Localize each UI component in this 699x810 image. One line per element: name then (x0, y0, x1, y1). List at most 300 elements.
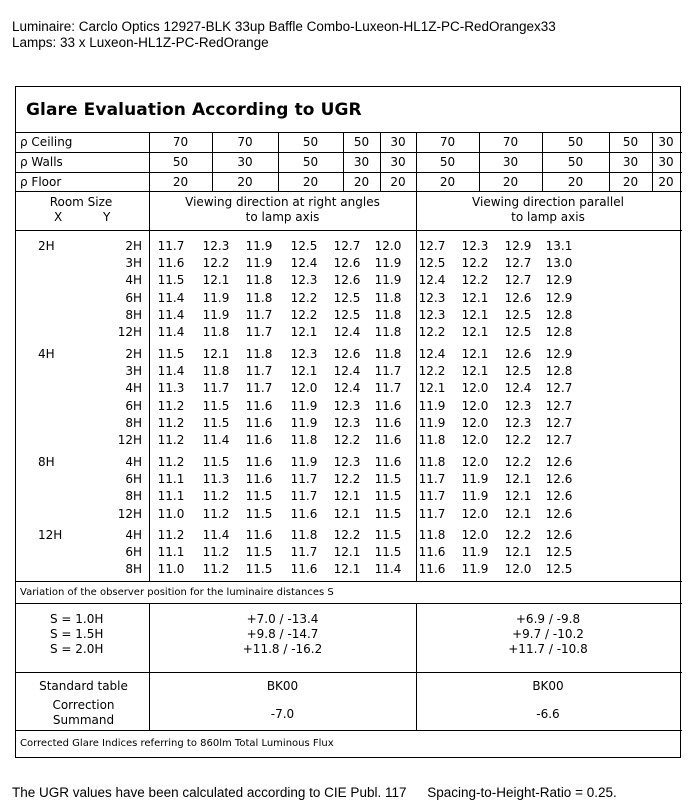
ugr-value: 12.1 (504, 506, 532, 521)
ugr-value: 11.9 (418, 398, 446, 413)
ugr-value: 11.6 (374, 455, 402, 469)
column-divider (416, 191, 417, 581)
column-divider (278, 132, 279, 191)
ugr-value: 12.5 (504, 364, 532, 379)
ugr-value: 11.8 (202, 325, 230, 339)
reflectance-value: 20 (390, 175, 406, 189)
room-y-value: 6H (125, 472, 142, 487)
reflectance-label: ρ Ceiling (20, 135, 73, 149)
reflectance-value: 50 (567, 135, 584, 149)
column-divider (149, 672, 150, 730)
ugr-value: 11.4 (157, 290, 185, 305)
ugr-value: 11.2 (202, 506, 230, 521)
ugr-value: 11.7 (374, 381, 402, 396)
ugr-value: 12.3 (418, 307, 446, 322)
variation-parallel: +9.7 / -10.2 (512, 627, 584, 641)
ugr-value: 12.5 (290, 239, 318, 253)
parallel-header-line1: Viewing direction parallel (472, 195, 624, 209)
ugr-value: 11.8 (418, 433, 446, 447)
ugr-value: 12.0 (290, 381, 318, 396)
ugr-value: 12.1 (202, 273, 230, 288)
ugr-value: 12.1 (290, 364, 318, 379)
ugr-value: 12.9 (545, 347, 573, 361)
y-axis-label: Y (103, 210, 111, 224)
reflectance-value: 50 (622, 135, 639, 149)
reflectance-value: 30 (390, 135, 406, 149)
ugr-value: 11.2 (202, 562, 230, 577)
ugr-value: 12.1 (290, 325, 318, 339)
column-divider (149, 191, 150, 581)
variation-perp: +7.0 / -13.4 (246, 612, 319, 626)
room-y-value: 12H (117, 325, 142, 339)
room-x-value: 4H (38, 347, 55, 361)
reflectance-label: ρ Floor (20, 175, 62, 189)
ugr-value: 11.8 (245, 290, 273, 305)
variation-distance: S = 1.5H (50, 627, 104, 641)
column-divider (343, 132, 344, 191)
ugr-value: 12.1 (461, 364, 489, 379)
ugr-value: 12.0 (461, 528, 489, 542)
ugr-value: 11.7 (290, 472, 318, 487)
ugr-value: 12.1 (418, 381, 446, 396)
ugr-value: 12.4 (333, 325, 361, 339)
ugr-value: 12.5 (333, 307, 361, 322)
ugr-value: 11.9 (461, 562, 489, 577)
row-divider (16, 730, 682, 731)
ugr-value: 11.9 (202, 307, 230, 322)
ugr-value: 12.1 (333, 545, 361, 560)
room-y-value: 4H (125, 455, 142, 469)
ugr-value: 11.6 (418, 545, 446, 560)
ugr-value: 12.3 (504, 415, 532, 430)
luminaire-line: Luminaire: Carclo Optics 12927-BLK 33up Baffle Combo-Luxeon-HL1Z-PC-RedOrangex33 (12, 19, 556, 34)
ugr-value: 12.5 (504, 307, 532, 322)
ugr-value: 12.4 (333, 381, 361, 396)
ugr-value: 11.6 (374, 415, 402, 430)
parallel-header-line2: to lamp axis (511, 210, 585, 224)
variation-perp: +9.8 / -14.7 (246, 627, 319, 641)
correction-perp: -7.0 (270, 707, 295, 721)
ugr-value: 11.6 (157, 256, 185, 271)
ugr-value: 11.5 (245, 506, 273, 521)
variation-distance: S = 2.0H (50, 642, 104, 656)
room-x-value: 8H (38, 455, 55, 469)
ugr-value: 12.8 (545, 307, 573, 322)
variation-parallel: +6.9 / -9.8 (515, 612, 581, 626)
row-divider (16, 581, 682, 582)
ugr-value: 12.7 (504, 256, 532, 271)
row-divider (16, 603, 682, 604)
room-y-value: 8H (125, 489, 142, 504)
ugr-value: 11.8 (290, 433, 318, 447)
ugr-value: 11.0 (157, 506, 185, 521)
ugr-value: 11.4 (202, 528, 230, 542)
ugr-value: 12.6 (504, 347, 532, 361)
room-y-value: 12H (117, 433, 142, 447)
ugr-value: 11.6 (290, 562, 318, 577)
ugr-value: 11.8 (418, 528, 446, 542)
ugr-value: 11.5 (374, 545, 402, 560)
standard-table-parallel: BK00 (532, 679, 564, 693)
ugr-value: 12.3 (290, 273, 318, 288)
ugr-value: 12.3 (461, 239, 489, 253)
reflectance-value: 20 (502, 175, 519, 189)
reflectance-value: 20 (172, 175, 189, 189)
ugr-value: 11.6 (418, 562, 446, 577)
ugr-value: 11.4 (157, 307, 185, 322)
ugr-value: 11.1 (157, 489, 185, 504)
ugr-value: 12.3 (202, 239, 230, 253)
ugr-value: 12.4 (418, 347, 446, 361)
ugr-value: 12.3 (504, 398, 532, 413)
ugr-value: 12.5 (504, 325, 532, 339)
ugr-value: 11.1 (157, 545, 185, 560)
reflectance-value: 30 (390, 155, 406, 169)
row-divider (16, 132, 682, 133)
ugr-value: 11.2 (157, 455, 185, 469)
ugr-value: 11.8 (290, 528, 318, 542)
column-divider (416, 132, 417, 191)
ugr-value: 11.3 (157, 381, 185, 396)
ugr-value: 12.2 (333, 528, 361, 542)
ugr-value: 11.4 (157, 325, 185, 339)
ugr-value: 12.6 (545, 489, 573, 504)
reflectance-value: 20 (353, 175, 370, 189)
ugr-value: 11.7 (418, 506, 446, 521)
ugr-value: 11.5 (202, 415, 230, 430)
table-title: Glare Evaluation According to UGR (26, 100, 362, 120)
row-divider (16, 172, 682, 173)
ugr-value: 11.2 (157, 528, 185, 542)
ugr-value: 11.4 (202, 433, 230, 447)
reflectance-value: 70 (439, 135, 456, 149)
ugr-value: 12.2 (461, 256, 489, 271)
ugr-value: 11.7 (290, 489, 318, 504)
room-y-value: 4H (125, 273, 142, 288)
ugr-value: 12.8 (545, 325, 573, 339)
room-y-value: 12H (117, 506, 142, 521)
ugr-value: 12.0 (461, 455, 489, 469)
ugr-value: 12.6 (504, 290, 532, 305)
room-y-value: 4H (125, 381, 142, 396)
ugr-value: 12.6 (545, 506, 573, 521)
ugr-value: 12.7 (504, 273, 532, 288)
column-divider (609, 132, 610, 191)
spacing-note: Spacing-to-Height-Ratio = 0.25. (427, 785, 617, 800)
reflectance-value: 20 (567, 175, 584, 189)
ugr-value: 11.5 (374, 528, 402, 542)
ugr-value: 11.5 (374, 506, 402, 521)
ugr-value: 12.1 (504, 545, 532, 560)
variation-label: Variation of the observer position for the luminaire distances S (20, 587, 334, 598)
row-divider (16, 191, 682, 192)
ugr-value: 11.9 (461, 489, 489, 504)
ugr-value: 11.8 (374, 290, 402, 305)
correction-label-line1: Correction (52, 698, 115, 712)
reflectance-value: 30 (353, 155, 370, 169)
row-divider (16, 152, 682, 153)
ugr-value: 11.5 (245, 545, 273, 560)
reflectance-value: 20 (658, 175, 674, 189)
ugr-value: 12.1 (461, 347, 489, 361)
ugr-value: 12.1 (333, 562, 361, 577)
ugr-value: 12.2 (504, 455, 532, 469)
variation-parallel: +11.7 / -10.8 (508, 642, 588, 656)
room-y-value: 2H (125, 347, 142, 361)
ugr-value: 11.2 (202, 545, 230, 560)
ugr-value: 11.8 (245, 347, 273, 361)
ugr-value: 11.7 (245, 325, 273, 339)
ugr-value: 11.9 (374, 256, 402, 271)
ugr-value: 12.8 (545, 364, 573, 379)
ugr-value: 11.2 (157, 433, 185, 447)
ugr-value: 12.1 (333, 506, 361, 521)
ugr-value: 12.4 (333, 364, 361, 379)
ugr-value: 11.5 (157, 347, 185, 361)
ugr-value: 12.5 (333, 290, 361, 305)
ugr-value: 11.8 (202, 364, 230, 379)
ugr-value: 12.4 (418, 273, 446, 288)
ugr-value: 11.4 (157, 364, 185, 379)
reflectance-value: 70 (502, 135, 519, 149)
ugr-value: 12.2 (504, 433, 532, 447)
ugr-value: 12.6 (333, 256, 361, 271)
ugr-value: 12.0 (461, 415, 489, 430)
ugr-value: 11.7 (418, 472, 446, 487)
ugr-value: 11.6 (245, 472, 273, 487)
ugr-value: 12.9 (545, 273, 573, 288)
room-x-value: 2H (38, 239, 55, 253)
ugr-value: 13.1 (545, 239, 573, 253)
ugr-value: 12.6 (333, 273, 361, 288)
room-y-value: 6H (125, 398, 142, 413)
ugr-value: 12.1 (461, 325, 489, 339)
variation-perp: +11.8 / -16.2 (242, 642, 323, 656)
ugr-value: 12.6 (545, 472, 573, 487)
reflectance-value: 70 (237, 135, 253, 149)
ugr-value: 11.9 (461, 472, 489, 487)
ugr-value: 12.0 (374, 239, 402, 253)
ugr-value: 11.3 (202, 472, 230, 487)
room-y-value: 8H (125, 562, 142, 577)
flux-note: Corrected Glare Indices referring to 860lm Total Luminous Flux (20, 738, 334, 749)
reflectance-value: 50 (567, 155, 584, 169)
column-divider (149, 132, 150, 191)
luminaire-header (12, 19, 556, 51)
room-y-value: 3H (125, 364, 142, 379)
perp-header-line2: to lamp axis (245, 210, 320, 224)
column-divider (652, 132, 653, 191)
ugr-value: 12.0 (504, 562, 532, 577)
ugr-value: 12.2 (504, 528, 532, 542)
ugr-value: 12.7 (545, 415, 573, 430)
reflectance-value: 50 (302, 135, 319, 149)
ugr-value: 11.2 (202, 489, 230, 504)
room-y-value: 2H (125, 239, 142, 253)
ugr-value: 11.9 (290, 415, 318, 430)
ugr-value: 12.0 (461, 381, 489, 396)
ugr-value: 12.1 (461, 307, 489, 322)
reflectance-value: 20 (237, 175, 253, 189)
ugr-value: 12.3 (333, 455, 361, 469)
reflectance-value: 50 (302, 155, 319, 169)
standard-table-perp: BK00 (266, 679, 299, 693)
column-divider (416, 672, 417, 730)
ugr-value: 11.5 (157, 273, 185, 288)
correction-label-line2: Summand (52, 713, 115, 727)
room-y-value: 8H (125, 415, 142, 430)
column-divider (149, 603, 150, 672)
ugr-value: 11.8 (245, 273, 273, 288)
ugr-value: 11.6 (245, 433, 273, 447)
ugr-value: 11.7 (245, 381, 273, 396)
ugr-value: 11.7 (245, 364, 273, 379)
ugr-value: 11.6 (245, 398, 273, 413)
ugr-value: 12.7 (545, 381, 573, 396)
ugr-value: 11.2 (157, 398, 185, 413)
ugr-value: 12.1 (333, 489, 361, 504)
ugr-value: 11.7 (245, 307, 273, 322)
room-size-label: Room Size (49, 195, 113, 209)
reflectance-value: 30 (658, 155, 674, 169)
column-divider (479, 132, 480, 191)
ugr-value: 11.7 (202, 381, 230, 396)
ugr-value: 12.3 (290, 347, 318, 361)
ugr-value: 11.5 (374, 489, 402, 504)
ugr-value: 12.6 (333, 347, 361, 361)
ugr-value: 12.3 (418, 290, 446, 305)
ugr-value: 12.0 (461, 506, 489, 521)
room-x-value: 12H (38, 528, 63, 542)
standard-table-label: Standard table (39, 679, 128, 693)
ugr-value: 11.5 (374, 472, 402, 487)
ugr-value: 12.3 (333, 415, 361, 430)
ugr-value: 12.7 (333, 239, 361, 253)
lamps-line: Lamps: 33 x Luxeon-HL1Z-PC-RedOrange (12, 35, 269, 50)
ugr-value: 11.9 (461, 545, 489, 560)
ugr-value: 12.2 (290, 307, 318, 322)
row-divider (16, 230, 682, 231)
ugr-value: 11.0 (157, 562, 185, 577)
ugr-value: 11.4 (374, 562, 402, 577)
ugr-table (15, 86, 681, 758)
column-divider (542, 132, 543, 191)
ugr-value: 12.2 (418, 325, 446, 339)
ugr-value: 11.5 (245, 489, 273, 504)
ugr-value: 12.2 (333, 472, 361, 487)
ugr-value: 11.7 (374, 364, 402, 379)
ugr-value: 11.5 (202, 455, 230, 469)
variation-distance: S = 1.0H (50, 612, 104, 626)
ugr-value: 11.8 (374, 307, 402, 322)
ugr-value: 12.4 (290, 256, 318, 271)
ugr-value: 11.9 (245, 239, 273, 253)
room-y-value: 6H (125, 290, 142, 305)
correction-parallel: -6.6 (536, 707, 560, 721)
ugr-value: 11.6 (245, 455, 273, 469)
reflectance-value: 50 (353, 135, 370, 149)
ugr-value: 12.7 (545, 433, 573, 447)
ugr-value: 11.9 (202, 290, 230, 305)
ugr-value: 12.1 (461, 290, 489, 305)
room-y-value: 3H (125, 256, 142, 271)
column-divider (380, 132, 381, 191)
ugr-value: 11.8 (418, 455, 446, 469)
ugr-value: 11.7 (418, 489, 446, 504)
ugr-value: 12.9 (504, 239, 532, 253)
ugr-value: 12.2 (202, 256, 230, 271)
reflectance-value: 50 (439, 155, 456, 169)
ugr-value: 11.9 (418, 415, 446, 430)
ugr-value: 11.6 (374, 398, 402, 413)
ugr-value: 11.1 (157, 472, 185, 487)
column-divider (416, 603, 417, 672)
reflectance-value: 20 (302, 175, 319, 189)
ugr-value: 12.2 (418, 364, 446, 379)
ugr-value: 12.7 (418, 239, 446, 253)
ugr-value: 11.6 (245, 415, 273, 430)
ugr-value: 12.9 (545, 290, 573, 305)
ugr-value: 11.6 (290, 506, 318, 521)
ugr-value: 11.9 (374, 273, 402, 288)
room-y-value: 6H (125, 545, 142, 560)
ugr-value: 11.2 (157, 415, 185, 430)
ugr-value: 12.1 (504, 489, 532, 504)
ugr-value: 12.2 (290, 290, 318, 305)
ugr-value: 11.8 (374, 347, 402, 361)
ugr-value: 11.7 (290, 545, 318, 560)
ugr-value: 11.9 (290, 455, 318, 469)
ugr-value: 11.8 (374, 325, 402, 339)
ugr-value: 11.9 (245, 256, 273, 271)
ugr-value: 11.7 (157, 239, 185, 253)
perp-header-line1: Viewing direction at right angles (185, 195, 380, 209)
ugr-value: 12.4 (504, 381, 532, 396)
ugr-value: 12.6 (545, 528, 573, 542)
column-divider (212, 132, 213, 191)
reflectance-value: 20 (439, 175, 456, 189)
ugr-value: 12.3 (333, 398, 361, 413)
ugr-value: 11.9 (290, 398, 318, 413)
ugr-note: The UGR values have been calculated according to CIE Publ. 117 (12, 785, 407, 800)
reflectance-value: 50 (172, 155, 189, 169)
reflectance-value: 30 (658, 135, 674, 149)
reflectance-value: 30 (237, 155, 253, 169)
ugr-value: 12.5 (545, 562, 573, 577)
ugr-value: 12.0 (461, 398, 489, 413)
ugr-value: 12.2 (333, 433, 361, 447)
reflectance-value: 70 (172, 135, 189, 149)
room-y-value: 8H (125, 307, 142, 322)
ugr-value: 11.5 (202, 398, 230, 413)
row-divider (16, 672, 682, 673)
reflectance-value: 30 (622, 155, 639, 169)
ugr-value: 11.5 (245, 562, 273, 577)
ugr-value: 12.5 (545, 545, 573, 560)
room-y-value: 4H (125, 528, 142, 542)
ugr-value: 12.0 (461, 433, 489, 447)
reflectance-value: 20 (622, 175, 639, 189)
ugr-value: 13.0 (545, 256, 573, 271)
reflectance-label: ρ Walls (20, 155, 63, 169)
reflectance-value: 30 (502, 155, 519, 169)
ugr-value: 12.1 (504, 472, 532, 487)
footer (12, 785, 634, 800)
ugr-value: 12.7 (545, 398, 573, 413)
ugr-value: 12.1 (202, 347, 230, 361)
ugr-value: 12.2 (461, 273, 489, 288)
ugr-value: 12.5 (418, 256, 446, 271)
